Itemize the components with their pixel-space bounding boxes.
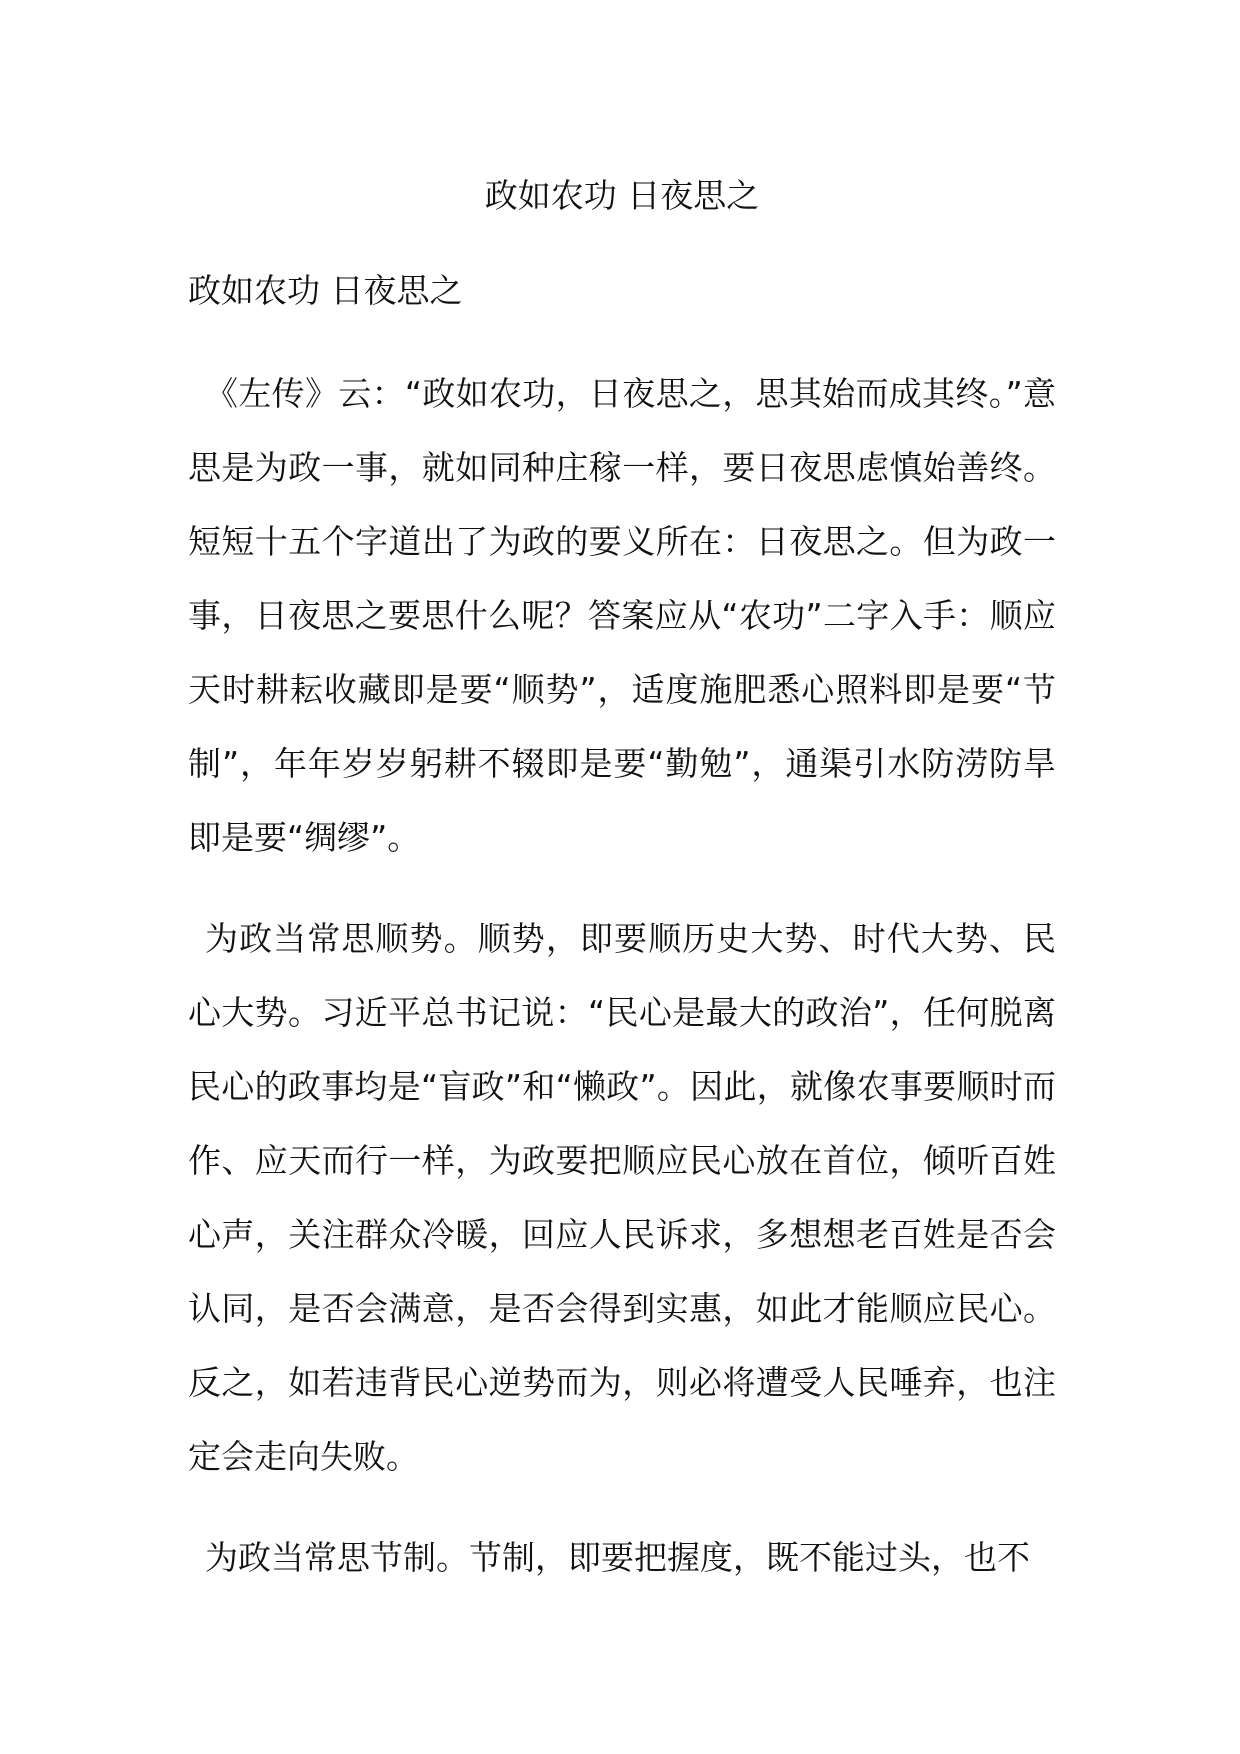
document-subtitle: 政如农功 日夜思之 <box>188 271 463 310</box>
paragraph-shunshi: 为政当常思顺势。顺势，即要顺历史大势、时代大势、民心大势。习近平总书记说：“民心是最大的政治”，任何脱离民心的政事均是“盲政”和“懒政”。因此，就像农事要顺时而作、应天而行一样，为政要把顺应民心放在首位，倾听百姓心声，关注群众冷暖，回应人民诉求，多想想老百姓是否会认同，是否会满意，是否会得到实惠，如此才能顺应民心。反之，如若违背民心逆势而为，则必将遭受人民唾弃，也注定会走向失败。 <box>188 919 1056 1476</box>
paragraph-jiezhi: 为政当常思节制。节制，即要把握度，既不能过头，也不 <box>205 1538 1030 1577</box>
document-body <box>188 357 1056 1622</box>
document-title: 政如农功 日夜思之 <box>484 176 760 215</box>
paragraph-intro: 《左传》云：“政如农功，日夜思之，思其始而成其终。”意思是为政一事，就如同种庄稼一样，要日夜思虑慎始善终。短短十五个字道出了为政的要义所在：日夜思之。但为政一事，日夜思之要思什么呢？答案应从“农功”二字入手：顺应天时耕耘收藏即是要“顺势”，适度施肥悉心照料即是要“节制”，年年岁岁躬耕不辍即是要“勤勉”，通渠引水防涝防旱即是要“绸缪”。 <box>188 374 1056 857</box>
